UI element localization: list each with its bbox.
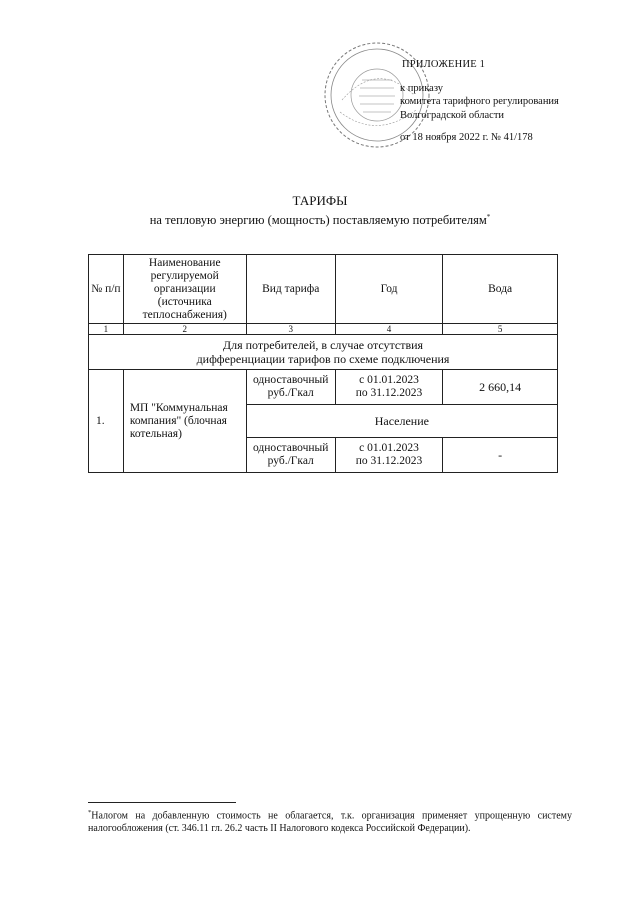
header-year: Год [335, 255, 443, 324]
footnote-separator [88, 802, 236, 803]
document-subtitle: на тепловую энергию (мощность) поставляемую потребителям* [149, 213, 491, 228]
footnote-mark: * [486, 213, 491, 221]
population-label: Население [246, 405, 557, 438]
order-region-line: Волгоградской области [400, 109, 505, 121]
footnote-text: Налогом на добавленную стоимость не облагается, т.к. организация применяет упрощенную систему налогообложения (ст. 346.11 гл. 26.2 часть II Налогового кодекса Российской Федерации). [88, 810, 572, 834]
group-header: Для потребителей, в случае отсутствия дифференциации тарифов по схеме подключения [89, 335, 558, 370]
footnote-mark: * [88, 809, 92, 816]
column-number: 3 [246, 324, 335, 335]
row-number: 1. [89, 370, 124, 473]
order-committee-line: комитета тарифного регулирования [400, 96, 559, 107]
tariff-type: одноставочный руб./Гкал [246, 438, 335, 473]
column-number-row [89, 324, 558, 335]
table-row [89, 370, 558, 405]
water-tariff-value: - [443, 438, 558, 473]
document-title-block [0, 193, 640, 228]
document-title: ТАРИФЫ [292, 193, 348, 208]
tariffs-table [88, 254, 558, 473]
header-org: Наименование регулируемой организации (источника теплоснабжения) [123, 255, 246, 324]
footnote [88, 807, 572, 835]
header-tariff-type: Вид тарифа [246, 255, 335, 324]
header-water: Вода [443, 255, 558, 324]
column-number: 4 [335, 324, 443, 335]
tariff-period: с 01.01.2023 по 31.12.2023 [335, 370, 443, 405]
column-number: 1 [89, 324, 124, 335]
water-tariff-value: 2 660,14 [443, 370, 558, 405]
group-header-row [89, 335, 558, 370]
tariff-period: с 01.01.2023 по 31.12.2023 [335, 438, 443, 473]
appendix-header [400, 58, 632, 145]
appendix-label: ПРИЛОЖЕНИЕ 1 [402, 59, 486, 70]
table-header-row [89, 255, 558, 324]
organization-name: МП "Коммунальная компания" (блочная котельная) [123, 370, 246, 473]
tariff-type: одноставочный руб./Гкал [246, 370, 335, 405]
column-number: 2 [123, 324, 246, 335]
column-number: 5 [443, 324, 558, 335]
header-num: № п/п [89, 255, 124, 324]
order-reference-line: к приказу [400, 82, 443, 94]
order-date: от 18 ноября 2022 г. № 41/178 [400, 132, 533, 143]
